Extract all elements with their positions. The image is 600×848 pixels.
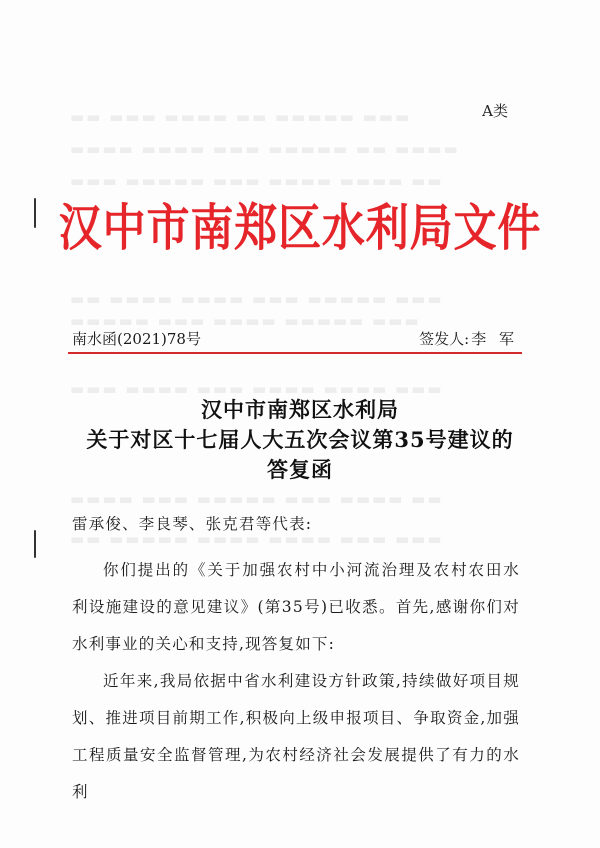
document-title-line-2: 关于对区十七届人大五次会议第35号建议的 [86,427,514,452]
document-number: 南水函(2021)78号 [72,330,201,348]
signer [419,328,518,349]
bleed-through-line: ▬▬ ▬▬▬ ▬▬▬▬ ▬▬ ▬▬▬▬▬ ▬▬▬ [70,108,412,126]
bleed-through-line: ▬▬▬ ▬▬▬▬▬ ▬▬▬ ▬▬▬▬ ▬▬▬▬ ▬▬ [70,172,444,190]
bleed-through-line: ▬▬▬▬ ▬▬▬ ▬▬▬▬▬ ▬▬▬ ▬▬▬▬ ▬▬ [70,490,444,508]
body-paragraph: 你们提出的《关于加强农村中小河流治理及农村农田水利设施建设的意见建议》(第35号)已收悉。首先,感谢你们对水利事业的关心和支持,现答复如下: [72,561,520,653]
signer-name: 李 军 [471,330,518,348]
document-number-row [72,328,518,352]
signer-label: 签发人: [419,330,470,348]
document-body [72,552,520,811]
bleed-through-line: ▬▬▬▬ ▬▬▬▬ ▬▬▬ ▬▬▬▬▬ ▬▬ ▬▬▬▬ [70,140,460,158]
binding-mark [34,530,36,558]
binding-mark [34,198,36,228]
bleed-through-line: ▬▬ ▬▬▬▬ ▬▬▬▬ ▬▬▬ ▬▬▬▬▬ ▬▬▬ [70,290,444,308]
document-title-line-3: 答复函 [267,457,333,482]
document-title-line-1: 汉中市南郑区水利局 [201,397,399,422]
salutation: 雷承俊、李良琴、张克君等代表: [72,515,313,533]
classification-label: A类 [482,102,508,120]
body-paragraph: 近年来,我局依据中省水利建设方针政策,持续做好项目规划、推进项目前期工作,积极向上级申报项目、争取资金,加强工程质量安全监督管理,为农村经济社会发展提供了有力的水利 [72,672,520,801]
document-header-title: 汉中市南郑区水利局文件 [58,198,542,257]
bleed-through-line: ▬▬ ▬▬▬▬▬ ▬▬▬▬ ▬▬▬▬ ▬▬▬ ▬▬▬ [70,530,444,548]
bleed-through-line: ▬▬▬ ▬▬▬▬ ▬▬▬ ▬▬▬▬ ▬▬▬▬ ▬▬▬ [70,380,444,398]
red-separator-rule [68,352,522,354]
bleed-through-line: ▬▬▬▬▬ ▬▬▬ ▬▬▬▬ ▬▬▬▬▬ ▬▬▬ [70,312,421,330]
